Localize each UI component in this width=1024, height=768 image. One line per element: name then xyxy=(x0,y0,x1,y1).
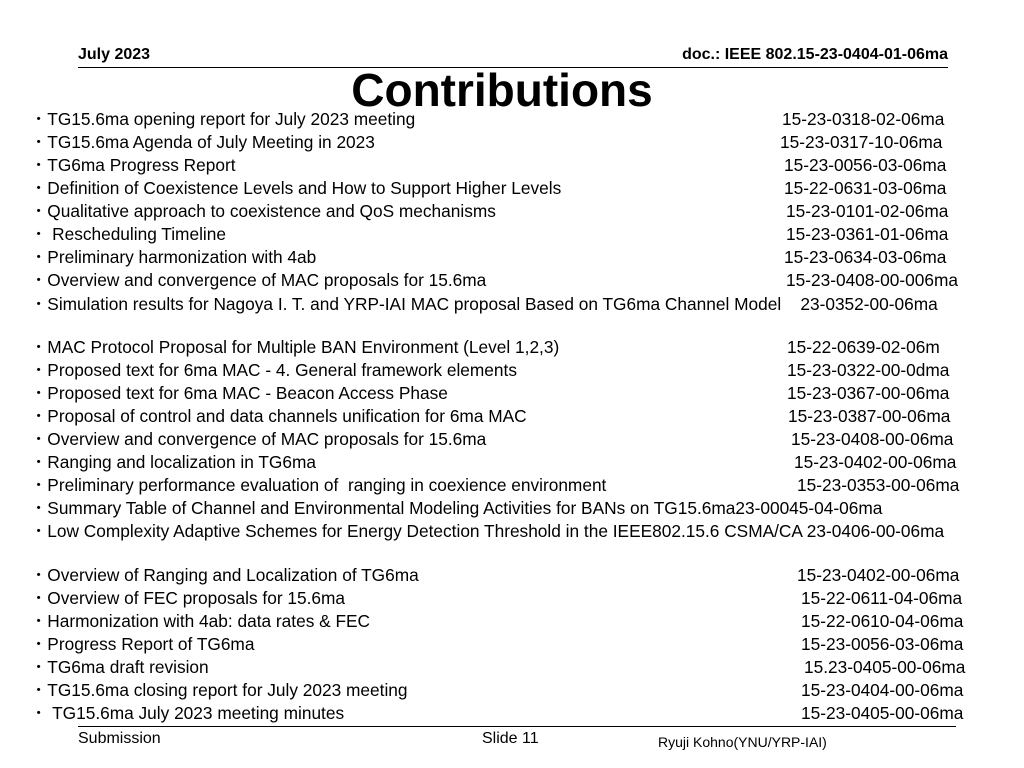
list-item xyxy=(30,476,606,494)
item-title: Preliminary harmonization with 4ab xyxy=(47,247,317,267)
item-title: Qualitative approach to coexistence and QoS mechanisms xyxy=(47,201,496,221)
list-item xyxy=(30,589,345,607)
list-item xyxy=(30,179,561,197)
bullet-icon: ・ xyxy=(30,588,48,608)
list-item xyxy=(30,658,209,676)
bullet-icon: ・ xyxy=(30,383,48,403)
list-item xyxy=(30,566,419,584)
bullet-icon: ・ xyxy=(30,680,48,700)
bullet-icon: ・ xyxy=(30,703,48,723)
document-number: 15-23-0402-00-06ma xyxy=(797,565,960,585)
footer-author: Ryuji Kohno(YNU/YRP-IAI) xyxy=(658,734,827,750)
item-title: Proposed text for 6ma MAC - Beacon Access Phase xyxy=(47,383,448,403)
bullet-icon: ・ xyxy=(30,475,48,495)
list-item xyxy=(30,453,316,471)
item-title: TG15.6ma July 2023 meeting minutes xyxy=(47,703,345,723)
list-item xyxy=(30,430,486,448)
list-item xyxy=(30,271,486,289)
list-item xyxy=(30,338,559,356)
bullet-icon: ・ xyxy=(30,498,48,518)
document-number: 15-23-0408-00-006ma xyxy=(786,270,958,290)
document-number: 15-22-0639-02-06m xyxy=(787,337,940,357)
bullet-icon: ・ xyxy=(30,155,48,175)
footer-slide-number: Slide 11 xyxy=(482,730,539,747)
list-item xyxy=(30,681,408,699)
document-number: 15-23-0353-00-06ma xyxy=(797,475,960,495)
item-title: Summary Table of Channel and Environmental Modeling Activities for BANs on TG15.6ma23-00045-04-06ma xyxy=(47,498,883,518)
item-title: Harmonization with 4ab: data rates & FEC xyxy=(47,611,371,631)
footer-divider xyxy=(78,726,956,727)
item-title: Overview of Ranging and Localization of TG6ma xyxy=(47,565,419,585)
item-title: TG15.6ma Agenda of July Meeting in 2023 xyxy=(47,132,375,152)
item-title: MAC Protocol Proposal for Multiple BAN Environment (Level 1,2,3) xyxy=(47,337,560,357)
bullet-icon: ・ xyxy=(30,132,48,152)
bullet-icon: ・ xyxy=(30,452,48,472)
list-item xyxy=(30,704,344,722)
bullet-icon: ・ xyxy=(30,521,48,541)
item-title: TG6ma draft revision xyxy=(47,657,209,677)
bullet-icon: ・ xyxy=(30,294,48,314)
item-title: Proposal of control and data channels unification for 6ma MAC xyxy=(47,406,527,426)
bullet-icon: ・ xyxy=(30,565,48,585)
item-title: Simulation results for Nagoya I. T. and YRP-IAI MAC proposal Based on TG6ma Channel Model 23-0352-00-06ma xyxy=(47,294,938,314)
bullet-icon: ・ xyxy=(30,224,48,244)
item-title: TG6ma Progress Report xyxy=(47,155,236,175)
document-number: 15-22-0611-04-06ma xyxy=(801,588,963,608)
list-item xyxy=(30,612,370,630)
bullet-icon: ・ xyxy=(30,337,48,357)
document-number: 15-22-0610-04-06ma xyxy=(801,611,964,631)
item-title: Overview of FEC proposals for 15.6ma xyxy=(47,588,346,608)
list-item xyxy=(30,248,316,266)
item-title: Definition of Coexistence Levels and How to Support Higher Levels xyxy=(47,178,562,198)
document-number: 15-23-0387-00-06ma xyxy=(788,406,951,426)
document-number: 15-23-0367-00-06ma xyxy=(787,383,950,403)
item-title: Proposed text for 6ma MAC - 4. General framework elements xyxy=(47,360,517,380)
bullet-icon: ・ xyxy=(30,109,48,129)
document-number: 15-23-0634-03-06ma xyxy=(784,247,947,267)
document-number: 15-23-0101-02-06ma xyxy=(786,201,949,221)
list-item xyxy=(30,225,226,243)
list-item xyxy=(30,202,496,220)
list-item xyxy=(30,133,375,151)
list-item xyxy=(30,499,882,517)
document-number: 15-23-0408-00-06ma xyxy=(791,429,954,449)
bullet-icon: ・ xyxy=(30,360,48,380)
item-title: TG15.6ma opening report for July 2023 meeting xyxy=(47,109,416,129)
document-number: 15-23-0318-02-06ma xyxy=(782,109,945,129)
bullet-icon: ・ xyxy=(30,611,48,631)
document-number: 15-23-0322-00-0dma xyxy=(787,360,950,380)
bullet-icon: ・ xyxy=(30,657,48,677)
list-item xyxy=(30,110,415,128)
item-title: Preliminary performance evaluation of ranging in coexience environment xyxy=(47,475,607,495)
item-title: Low Complexity Adaptive Schemes for Energy Detection Threshold in the IEEE802.15.6 CSMA/CA 23-0406-00-06ma xyxy=(47,521,945,541)
document-number: 15-23-0361-01-06ma xyxy=(786,224,949,244)
bullet-icon: ・ xyxy=(30,247,48,267)
slide-title: Contributions xyxy=(351,64,653,116)
item-title: Overview and convergence of MAC proposals for 15.6ma xyxy=(47,270,487,290)
list-item xyxy=(30,156,236,174)
footer-submission: Submission xyxy=(78,730,161,747)
list-item xyxy=(30,635,254,653)
item-title: Rescheduling Timeline xyxy=(47,224,226,244)
header-doc-id: doc.: IEEE 802.15-23-0404-01-06ma xyxy=(682,46,948,63)
bullet-icon: ・ xyxy=(30,201,48,221)
document-number: 15-23-0056-03-06ma xyxy=(784,155,947,175)
document-number: 15.23-0405-00-06ma xyxy=(804,657,966,677)
list-item xyxy=(30,361,517,379)
list-item xyxy=(30,296,1010,313)
bullet-icon: ・ xyxy=(30,178,48,198)
document-number: 15-23-0404-00-06ma xyxy=(801,680,964,700)
item-title: Overview and convergence of MAC proposals for 15.6ma xyxy=(47,429,487,449)
document-number: 15-23-0056-03-06ma xyxy=(801,634,964,654)
bullet-icon: ・ xyxy=(30,270,48,290)
bullet-icon: ・ xyxy=(30,634,48,654)
document-number: 15-22-0631-03-06ma xyxy=(784,178,947,198)
list-item xyxy=(30,384,448,402)
item-title: Ranging and localization in TG6ma xyxy=(47,452,316,472)
bullet-icon: ・ xyxy=(30,406,48,426)
item-title: Progress Report of TG6ma xyxy=(47,634,255,654)
document-number: 15-23-0317-10-06ma xyxy=(780,132,943,152)
list-item xyxy=(30,407,527,425)
list-item xyxy=(30,523,1010,540)
header-date: July 2023 xyxy=(78,46,151,63)
document-number: 15-23-0405-00-06ma xyxy=(801,703,964,723)
bullet-icon: ・ xyxy=(30,429,48,449)
item-title: TG15.6ma closing report for July 2023 meeting xyxy=(47,680,408,700)
document-number: 15-23-0402-00-06ma xyxy=(794,452,957,472)
